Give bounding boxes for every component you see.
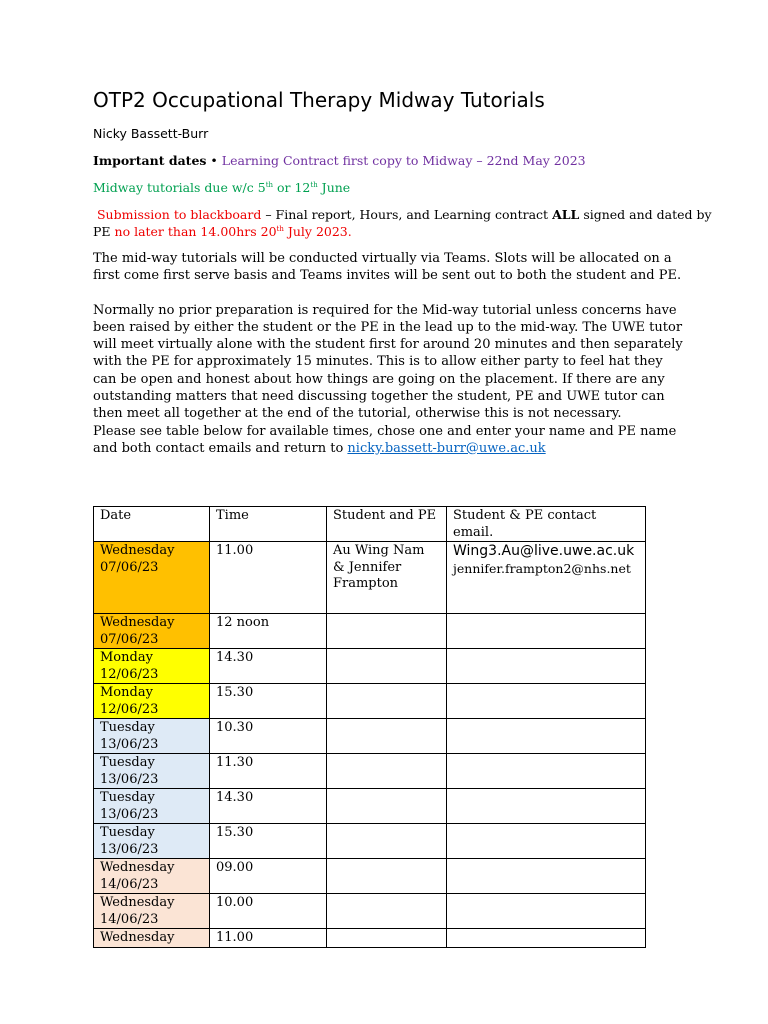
date-day: Wednesday <box>100 860 175 875</box>
date-cell <box>94 824 210 859</box>
midway-due-line <box>93 180 350 195</box>
date-value: 12/06/23 <box>100 666 159 682</box>
table-row <box>94 719 646 754</box>
table-row <box>94 684 646 719</box>
table-row <box>94 754 646 789</box>
date-day: Monday <box>100 650 153 665</box>
submission-deadline-sup: th <box>276 224 284 233</box>
table-row <box>94 614 646 649</box>
table-row <box>94 894 646 929</box>
header-time: Time <box>210 507 327 542</box>
paragraph-preparation: Normally no prior preparation is required for the Mid-way tutorial unless concerns have been raised by either the student or the PE in the lead up to the mid-way. The UWE tutor will meet virtually alone with the student first for around 20 minutes and then separately with the PE for approximately 15 minutes. This is to allow either party to feel hat they can be open and honest about how things are going on the placement. If there are any outstanding matters that need discussing together the student, PE and UWE tutor can then meet all together at the end of the tutorial, otherwise this is not necessary. <box>93 302 683 422</box>
date-value: 14/06/23 <box>100 876 159 892</box>
contact-email-cell[interactable] <box>447 614 646 649</box>
time-cell: 10.30 <box>210 719 327 754</box>
date-value: 12/06/23 <box>100 701 159 717</box>
submission-deadline-2: July 2023. <box>283 224 352 239</box>
header-contact-email: Student & PE contact email. <box>447 507 646 542</box>
submission-text-1: – Final report, Hours, and Learning contract <box>261 207 553 222</box>
submission-pe: PE <box>93 224 115 239</box>
date-day: Tuesday <box>100 825 155 840</box>
midway-due-sup-1: th <box>265 180 274 189</box>
paragraph-instructions <box>93 423 683 458</box>
pe-email: jennifer.frampton2@nhs.net <box>453 561 631 576</box>
date-value: 13/06/23 <box>100 736 159 752</box>
midway-due-prefix: Midway tutorials due w/c 5 <box>93 180 266 195</box>
bullet: • <box>210 153 218 168</box>
submission-deadline-1: no later than 14.00hrs 20 <box>114 224 277 239</box>
spacer <box>93 285 683 302</box>
time-cell: 11.00 <box>210 542 327 614</box>
midway-due-suffix: June <box>317 180 351 195</box>
date-day: Wednesday <box>100 895 175 910</box>
contact-email-cell[interactable] <box>447 859 646 894</box>
table-row <box>94 859 646 894</box>
time-cell: 11.00 <box>210 929 327 948</box>
date-cell <box>94 789 210 824</box>
date-cell <box>94 649 210 684</box>
student-pe-cell[interactable] <box>327 824 447 859</box>
paragraph-teams: The mid-way tutorials will be conducted virtually via Teams. Slots will be allocated on a first come first serve basis and Teams invites will be sent out to both the student and PE. <box>93 251 682 284</box>
contact-email-link[interactable]: nicky.bassett-burr@uwe.ac.uk <box>347 440 546 456</box>
time-cell: 10.00 <box>210 894 327 929</box>
submission-line-1 <box>93 207 712 222</box>
table-row <box>94 929 646 948</box>
contact-email-cell[interactable] <box>447 684 646 719</box>
date-value: 13/06/23 <box>100 841 159 857</box>
important-dates-line <box>93 153 586 168</box>
date-day: Tuesday <box>100 755 155 770</box>
submission-label: Submission to blackboard <box>96 207 262 222</box>
contact-email-cell[interactable] <box>447 754 646 789</box>
student-pe-cell[interactable] <box>327 789 447 824</box>
time-cell: 15.30 <box>210 824 327 859</box>
date-cell <box>94 894 210 929</box>
time-cell: 14.30 <box>210 649 327 684</box>
contact-email-cell[interactable] <box>447 649 646 684</box>
document-title: OTP2 Occupational Therapy Midway Tutorials <box>93 88 545 112</box>
date-cell <box>94 684 210 719</box>
contact-email-cell[interactable] <box>447 789 646 824</box>
student-pe-cell[interactable] <box>327 719 447 754</box>
submission-line-2 <box>93 224 352 239</box>
student-pe-cell[interactable] <box>327 754 447 789</box>
midway-due-sup-2: th <box>310 180 318 189</box>
student-pe-cell[interactable] <box>327 929 447 948</box>
contact-email-cell[interactable] <box>447 824 646 859</box>
date-value: 07/06/23 <box>100 559 159 575</box>
date-value: 13/06/23 <box>100 771 159 787</box>
date-day: Tuesday <box>100 790 155 805</box>
table-row <box>94 542 646 614</box>
time-cell: 11.30 <box>210 754 327 789</box>
contact-email-cell[interactable] <box>447 719 646 754</box>
contact-email-cell[interactable] <box>447 894 646 929</box>
time-cell: 15.30 <box>210 684 327 719</box>
student-pe-cell[interactable] <box>327 649 447 684</box>
student-pe-cell[interactable] <box>327 684 447 719</box>
date-day: Wednesday <box>100 543 175 558</box>
student-pe-cell[interactable] <box>327 859 447 894</box>
date-cell <box>94 859 210 894</box>
table-row <box>94 649 646 684</box>
table-body <box>94 542 646 948</box>
contact-email-cell[interactable] <box>447 929 646 948</box>
table-row <box>94 824 646 859</box>
date-cell <box>94 614 210 649</box>
date-value: 07/06/23 <box>100 631 159 647</box>
student-pe-cell[interactable] <box>327 614 447 649</box>
table-header-row <box>94 507 646 542</box>
date-value: 13/06/23 <box>100 806 159 822</box>
date-cell <box>94 542 210 614</box>
date-day: Wednesday <box>100 930 175 945</box>
contact-email-cell[interactable] <box>447 542 646 614</box>
student-pe-cell[interactable]: Au Wing Nam & Jennifer Frampton <box>327 542 447 614</box>
submission-all: ALL <box>552 207 580 222</box>
date-cell <box>94 719 210 754</box>
submission-text-2: signed and dated by <box>579 207 712 222</box>
student-email: Wing3.Au@live.uwe.ac.uk <box>453 543 635 559</box>
date-cell <box>94 754 210 789</box>
date-day: Tuesday <box>100 720 155 735</box>
date-day: Monday <box>100 685 153 700</box>
date-day: Wednesday <box>100 615 175 630</box>
date-value: 14/06/23 <box>100 911 159 927</box>
header-date: Date <box>94 507 210 542</box>
tutorial-slots-table <box>93 506 646 948</box>
date-cell <box>94 929 210 948</box>
student-pe-cell[interactable] <box>327 894 447 929</box>
author-name: Nicky Bassett-Burr <box>93 126 209 141</box>
table-row <box>94 789 646 824</box>
instructions-text: Please see table below for available times, chose one and enter your name and PE name and both contact emails and return to <box>93 423 677 456</box>
learning-contract-date: Learning Contract first copy to Midway – 22nd May 2023 <box>221 153 586 168</box>
midway-due-middle: or 12 <box>273 180 311 195</box>
body-text <box>93 250 683 457</box>
header-student-pe: Student and PE <box>327 507 447 542</box>
time-cell: 14.30 <box>210 789 327 824</box>
time-cell: 09.00 <box>210 859 327 894</box>
time-cell: 12 noon <box>210 614 327 649</box>
important-dates-label: Important dates <box>93 153 207 168</box>
